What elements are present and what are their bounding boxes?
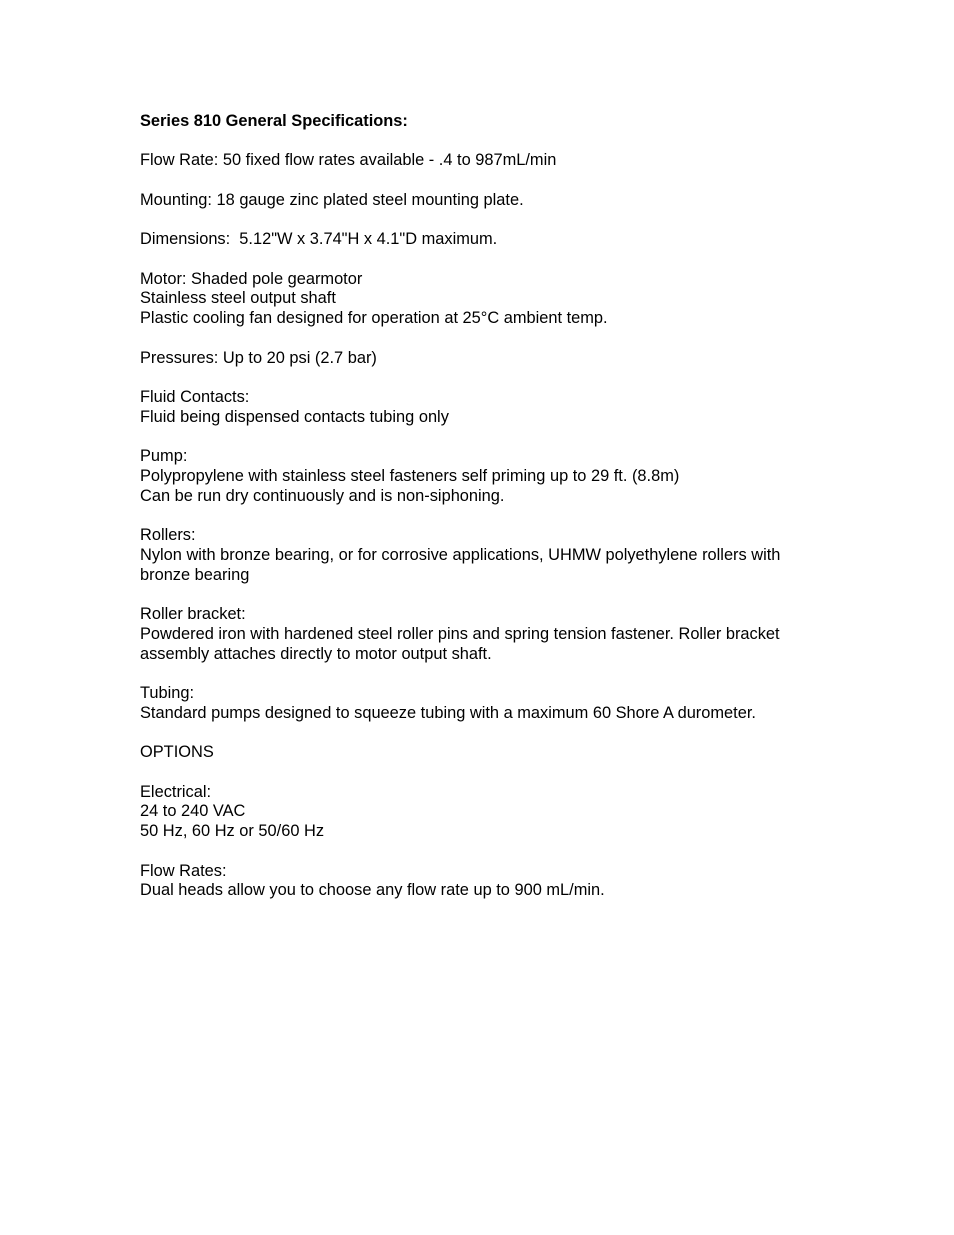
- fluid-contacts-section: [140, 388, 830, 428]
- flow-rates-section: [140, 862, 830, 902]
- spec-title-section: [140, 112, 830, 132]
- motor-line-2: Stainless steel output shaft: [140, 289, 336, 308]
- rollers-section: [140, 526, 830, 585]
- options-section: [140, 743, 830, 763]
- pump-line-2: Can be run dry continuously and is non-siphoning.: [140, 486, 505, 505]
- pump-section: [140, 447, 830, 506]
- pressures-section: [140, 349, 830, 369]
- roller-bracket-heading: Roller bracket:: [140, 605, 246, 624]
- tubing-text: Standard pumps designed to squeeze tubing with a maximum 60 Shore A durometer.: [140, 703, 756, 722]
- dimensions-text: Dimensions: 5.12"W x 3.74"H x 4.1"D maximum.: [140, 230, 498, 249]
- rollers-text: Nylon with bronze bearing, or for corrosive applications, UHMW polyethylene rollers with bronze bearing: [140, 545, 781, 584]
- motor-line-1: Motor: Shaded pole gearmotor: [140, 269, 363, 288]
- rollers-heading: Rollers:: [140, 526, 196, 545]
- electrical-line-1: 24 to 240 VAC: [140, 802, 246, 821]
- flow-rates-heading: Flow Rates:: [140, 861, 227, 880]
- electrical-heading: Electrical:: [140, 782, 212, 801]
- flow-rate-section: [140, 151, 830, 171]
- mounting-section: [140, 191, 830, 211]
- fluid-contacts-heading: Fluid Contacts:: [140, 387, 250, 406]
- document-page: [140, 112, 830, 921]
- mounting-text: Mounting: 18 gauge zinc plated steel mounting plate.: [140, 190, 524, 209]
- tubing-heading: Tubing:: [140, 684, 195, 703]
- pressures-text: Pressures: Up to 20 psi (2.7 bar): [140, 348, 377, 367]
- options-heading: OPTIONS: [140, 743, 214, 762]
- motor-section: [140, 270, 830, 329]
- roller-bracket-section: [140, 605, 830, 664]
- roller-bracket-text: Powdered iron with hardened steel roller pins and spring tension fastener. Roller bracket assembly attaches directly to motor output shaft.: [140, 624, 780, 663]
- dimensions-section: [140, 230, 830, 250]
- flow-rate-text: Flow Rate: 50 fixed flow rates available - .4 to 987mL/min: [140, 151, 557, 170]
- motor-line-3: Plastic cooling fan designed for operation at 25°C ambient temp.: [140, 309, 608, 328]
- electrical-section: [140, 783, 830, 842]
- pump-heading: Pump:: [140, 447, 188, 466]
- fluid-contacts-text: Fluid being dispensed contacts tubing only: [140, 407, 449, 426]
- flow-rates-text: Dual heads allow you to choose any flow rate up to 900 mL/min.: [140, 881, 605, 900]
- pump-line-1: Polypropylene with stainless steel fasteners self priming up to 29 ft. (8.8m): [140, 466, 680, 485]
- document-title: Series 810 General Specifications:: [140, 112, 408, 130]
- tubing-section: [140, 684, 830, 724]
- electrical-line-2: 50 Hz, 60 Hz or 50/60 Hz: [140, 822, 325, 841]
